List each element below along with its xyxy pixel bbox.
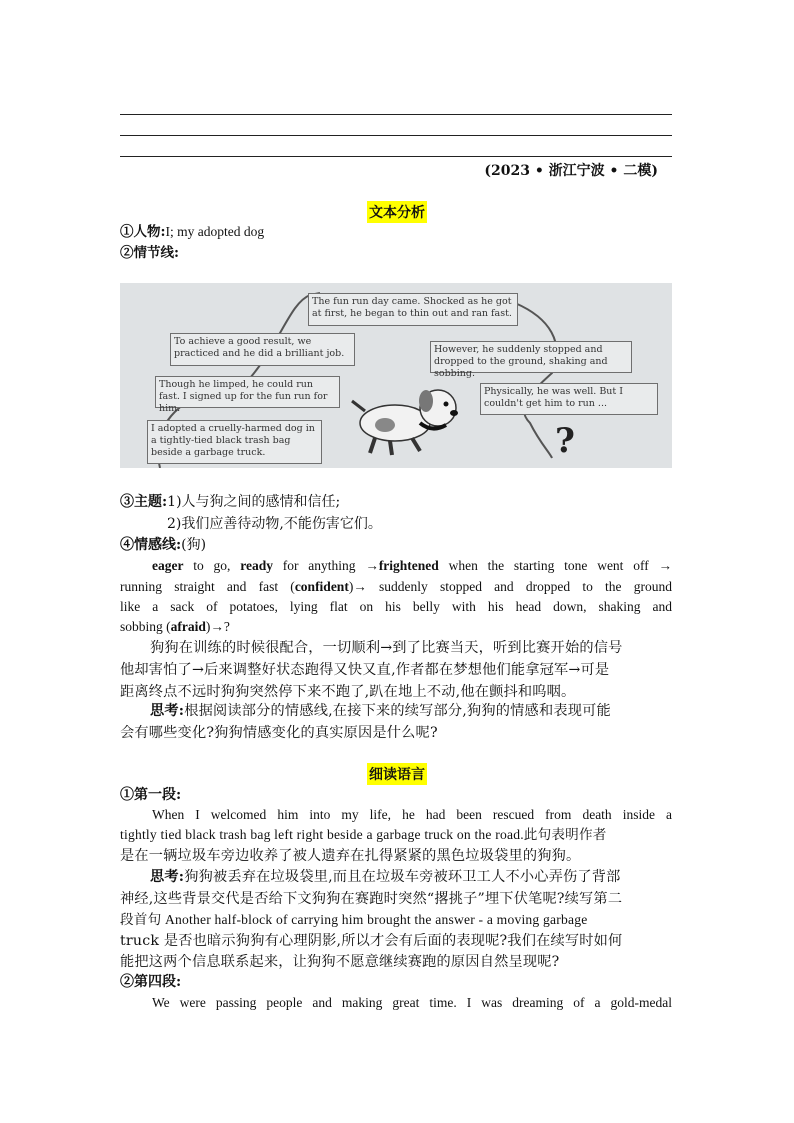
- theme-label: ③主题:: [120, 494, 168, 510]
- think-text: 根据阅读部分的情感线,在接下来的续写部分,狗狗的情感和表现可能: [184, 703, 611, 719]
- emotion-line-1: [152, 556, 672, 576]
- emotion-paren: (狗): [181, 537, 207, 553]
- emotion-text: )→?: [205, 619, 230, 634]
- para1-line-1: When I welcomed him into my life, he had been rescued from death inside a: [152, 807, 672, 822]
- para1-line-3: 是在一辆垃圾车旁边收养了被人遗弃在扎得紧紧的黑色垃圾袋里的狗狗。: [120, 848, 581, 864]
- think-label: 思考:: [150, 703, 185, 719]
- para1-think-3: 段首句 Another half-block of carrying him brought the answer - a moving garbage: [120, 912, 588, 927]
- plot-diagram-image: [120, 283, 672, 468]
- para1-think-1: [150, 866, 704, 888]
- arrow: →: [365, 558, 379, 573]
- word-frightened: frightened: [378, 558, 439, 573]
- answer-line-2: [120, 135, 672, 136]
- answer-line-1: [120, 114, 672, 115]
- think-text: 狗狗被丢弃在垃圾袋里,而且在垃圾车旁被环卫工人不小心弄伤了背部: [184, 869, 621, 885]
- para1-think-5: 能把这两个信息联系起来，让狗狗不愿意继续赛跑的原因自然呈现呢?: [120, 954, 560, 970]
- para4-label: ②第四段:: [120, 974, 182, 990]
- emotion-zh-2: 他却害怕了→后来调整好状态跑得又快又直,作者都在梦想他们能拿冠军→可是: [120, 662, 610, 678]
- emotion-text: running straight and fast (: [120, 579, 295, 594]
- emotion-text: )→ suddenly stopped and dropped to the ground: [348, 579, 672, 594]
- plot-label: ②情节线:: [120, 245, 179, 261]
- plot-box-practice: To achieve a good result, we practiced and he did a brilliant job.: [170, 333, 355, 366]
- emotion-think-2: 会有哪些变化?狗狗情感变化的真实原因是什么呢?: [120, 725, 438, 741]
- emotion-line-2: [120, 577, 672, 597]
- question-mark: ?: [555, 421, 575, 461]
- emotion-think-1: [150, 700, 704, 722]
- section-title-text-analysis: 文本分析: [367, 201, 427, 223]
- theme-item-2: 2)我们应善待动物,不能伤害它们。: [167, 516, 382, 532]
- answer-line-3: [120, 156, 672, 157]
- plot-box-adopted: I adopted a cruelly-harmed dog in a tightly-tied black trash bag beside a garbage truck.: [147, 420, 322, 464]
- para1-think-2: 神经,这些背景交代是否给下文狗狗在赛跑时突然“撂挑子”埋下伏笔呢?续写第二: [120, 891, 623, 907]
- plot-box-fun-run-day: The fun run day came. Shocked as he got at first, he began to thin out and ran fast.: [308, 293, 518, 326]
- emotion-zh-3: 距离终点不远时狗狗突然停下来不跑了,趴在地上不动,他在颤抖和呜咽。: [120, 684, 576, 700]
- source-citation: (2023 • 浙江宁波 • 二模): [484, 163, 658, 179]
- theme-item-1: 1)人与狗之间的感情和信任;: [167, 494, 341, 510]
- plot-box-physically: Physically, he was well. But I couldn't get him to run ...: [480, 383, 658, 415]
- plot-box-stopped: However, he suddenly stopped and dropped to the ground, shaking and sobbing.: [430, 341, 632, 373]
- theme-line-2: [167, 514, 719, 534]
- para1-line-2: tightly tied black trash bag left right beside a garbage truck on the road.此句表明作者: [120, 827, 607, 842]
- emotion-line-4: [120, 617, 672, 637]
- emotion-text: when the starting tone went off →: [438, 558, 672, 573]
- characters-text: I; my adopted dog: [165, 224, 265, 239]
- para1-label-line: [120, 785, 672, 805]
- word-eager: eager: [152, 558, 184, 573]
- characters-line: [120, 222, 672, 242]
- emotion-zh-1: 狗狗在训练的时候很配合，一切顺利→到了比赛当天，听到比赛开始的信号: [150, 640, 623, 656]
- para4-label-line: [120, 972, 672, 992]
- word-afraid: afraid: [170, 619, 206, 634]
- plot-label-line: [120, 243, 672, 263]
- think-label: 思考:: [150, 869, 185, 885]
- para1-think-4: truck 是否也暗示狗狗有心理阴影,所以才会有后面的表现呢?我们在续写时如何: [120, 933, 623, 949]
- word-confident: confident: [294, 579, 349, 594]
- para1-label: ①第一段:: [120, 787, 182, 803]
- section-title-close-reading: 细读语言: [367, 763, 427, 785]
- characters-label: ①人物:: [120, 224, 166, 240]
- plot-box-limped: Though he limped, he could run fast. I signed up for the fun run for him.: [155, 376, 340, 408]
- emotion-text: for anything: [272, 558, 366, 573]
- emotion-label-line: [120, 535, 672, 555]
- word-ready: ready: [240, 558, 273, 573]
- para4-line-1: We were passing people and making great time. I was dreaming of a gold-medal: [152, 995, 672, 1010]
- emotion-text: sobbing (: [120, 619, 171, 634]
- theme-line-1: [120, 492, 672, 512]
- emotion-label: ④情感线:: [120, 537, 182, 553]
- emotion-text: to go,: [183, 558, 241, 573]
- emotion-line-3: like a sack of potatoes, lying flat on his belly with his head down, shaking and: [120, 599, 672, 614]
- dog-illustration: [352, 390, 458, 455]
